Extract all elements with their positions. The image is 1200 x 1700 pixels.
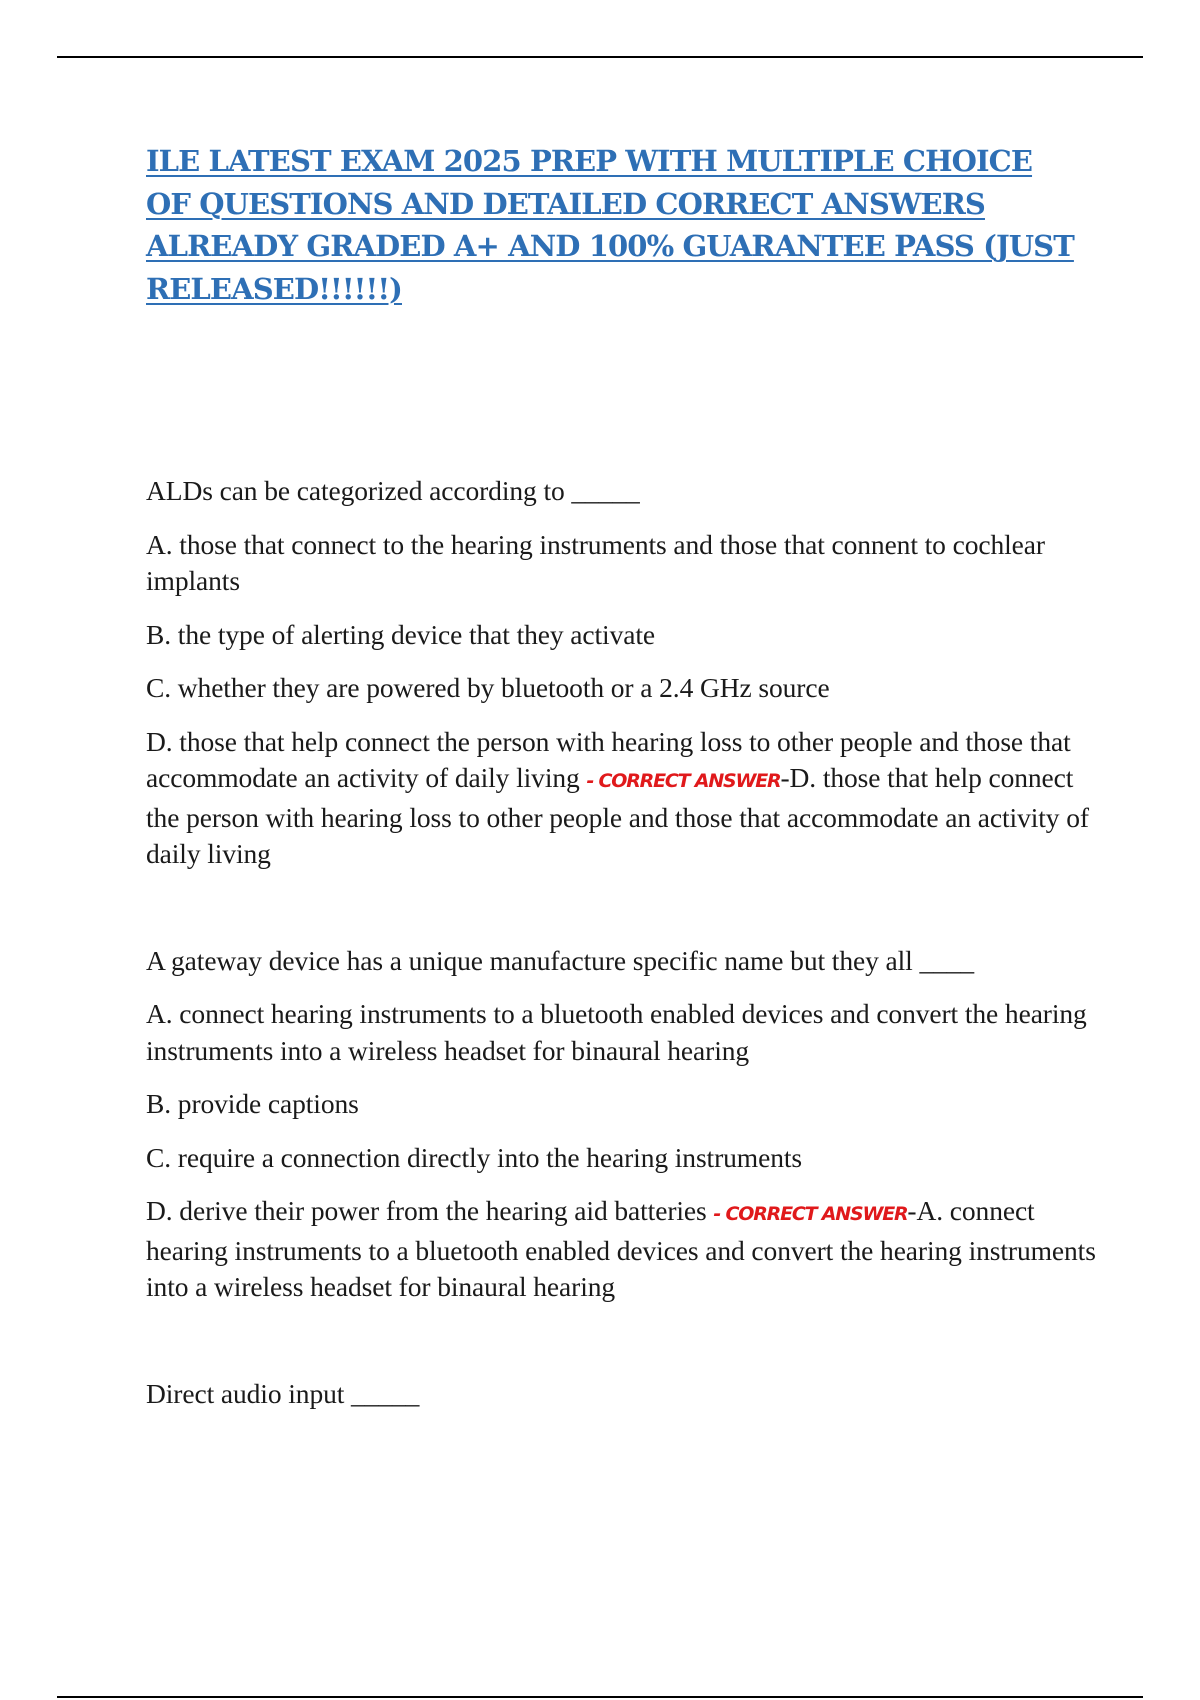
option-b: B. provide captions bbox=[146, 1088, 359, 1119]
option-d: D. derive their power from the hearing aid batteries bbox=[146, 1195, 707, 1226]
question-stem: A gateway device has a unique manufacture specific name but they all ____ bbox=[146, 944, 975, 976]
question-2 bbox=[146, 943, 1096, 1306]
top-rule bbox=[57, 56, 1143, 58]
option-c: C. require a connection directly into the hearing instruments bbox=[146, 1141, 802, 1173]
option-d-with-answer bbox=[146, 1193, 1096, 1306]
option-c: C. whether they are powered by bluetooth or a 2.4 GHz source bbox=[146, 672, 830, 703]
correct-answer-marker: - CORRECT ANSWER bbox=[586, 770, 781, 792]
document-title-link[interactable]: ILE LATEST EXAM 2025 PREP WITH MULTIPLE CHOICE OF QUESTIONS AND DETAILED CORRECT ANSWERS ALREADY GRADED A+ AND 100% GUARANTEE PASS (JUST RELEASED!!!!!!) bbox=[146, 144, 1074, 306]
question-stem: Direct audio input _____ bbox=[146, 1377, 420, 1409]
correct-answer-text: -D. those that help connect the person with hearing loss to other people and those that accommodate an activity of daily living bbox=[146, 762, 1089, 869]
option-d-with-answer bbox=[146, 724, 1096, 873]
option-a: A. those that connect to the hearing instruments and those that connent to cochlear implants bbox=[146, 528, 1045, 596]
correct-answer-marker: - CORRECT ANSWER bbox=[713, 1203, 908, 1225]
question-stem: ALDs can be categorized according to _____ bbox=[146, 475, 640, 506]
question-1 bbox=[146, 473, 1096, 873]
question-3 bbox=[146, 1376, 1096, 1413]
correct-answer-text: -A. connect hearing instruments to a bluetooth enabled devices and convert the hearing instruments into a wireless headset for binaural hearing bbox=[146, 1195, 1096, 1302]
bottom-rule bbox=[57, 1696, 1143, 1698]
document-body bbox=[146, 140, 1096, 1429]
option-a: A. connect hearing instruments to a bluetooth enabled devices and convert the hearing instruments into a wireless headset for binaural hearing bbox=[146, 998, 1087, 1066]
option-b: B. the type of alerting device that they activate bbox=[146, 618, 655, 650]
option-d: D. those that help connect the person with hearing loss to other people and those that accommodate an activity of daily living bbox=[146, 725, 1071, 793]
